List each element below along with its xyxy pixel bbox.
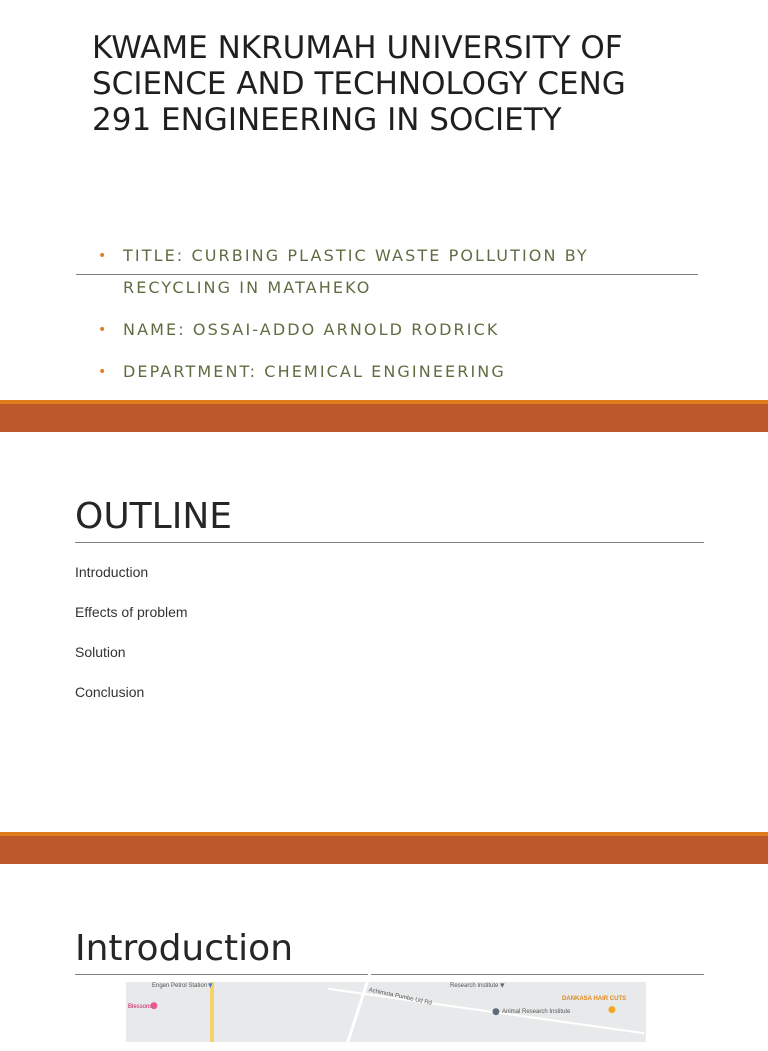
- map-pin-icon: ●: [492, 1007, 500, 1017]
- outline-list: [75, 562, 188, 722]
- bullet-department: [98, 356, 658, 388]
- map-label: Animal Research Institute: [502, 1009, 571, 1015]
- slide-title: [0, 0, 768, 400]
- bullet-dot-icon: •: [98, 248, 109, 264]
- map-label: Blessons: [128, 1004, 153, 1010]
- map-label: Engen Petrol Station: [152, 983, 208, 989]
- outline-item: Effects of problem: [75, 604, 188, 620]
- introduction-divider: [75, 974, 704, 975]
- map-pin-icon: ●: [150, 1001, 158, 1011]
- bullet-title: [98, 240, 658, 304]
- map-label: DANKASA HAIR CUTS: [562, 996, 627, 1002]
- outline-item: Solution: [75, 644, 126, 660]
- map-label: Achimota Pumbe Ud Rd: [368, 987, 433, 1007]
- bullet-text: NAME: OSSAI-ADDO ARNOLD RODRICK: [123, 320, 500, 339]
- slide-separator-band: [0, 400, 768, 432]
- slide-separator-band: [0, 832, 768, 864]
- map-road: [344, 973, 372, 1050]
- presentation-title: KWAME NKRUMAH UNIVERSITY OF SCIENCE AND TECHNOLOGY CENG 291 ENGINEERING IN SOCIETY: [92, 30, 626, 138]
- slide-introduction: [0, 864, 768, 1024]
- bullet-text: DEPARTMENT: CHEMICAL ENGINEERING: [123, 362, 506, 381]
- map-image: [126, 982, 646, 1042]
- map-road: [210, 982, 214, 1042]
- bullet-dot-icon: •: [98, 364, 109, 380]
- bullet-text: TITLE: CURBING PLASTIC WASTE POLLUTION BY RECYCLING IN MATAHEKO: [123, 246, 589, 297]
- map-pin-icon: ▾: [500, 981, 505, 991]
- outline-divider: [75, 542, 704, 543]
- map-pin-icon: ▾: [208, 981, 213, 991]
- slide-outline: [0, 432, 768, 832]
- outline-item: Conclusion: [75, 684, 145, 700]
- bullet-dot-icon: •: [98, 322, 109, 338]
- bullet-name: [98, 314, 658, 346]
- map-pin-icon: ●: [608, 1005, 616, 1015]
- outline-heading: OUTLINE: [75, 496, 233, 537]
- map-label: Research Institute: [450, 983, 499, 989]
- introduction-heading: Introduction: [75, 928, 294, 969]
- outline-item: Introduction: [75, 564, 149, 580]
